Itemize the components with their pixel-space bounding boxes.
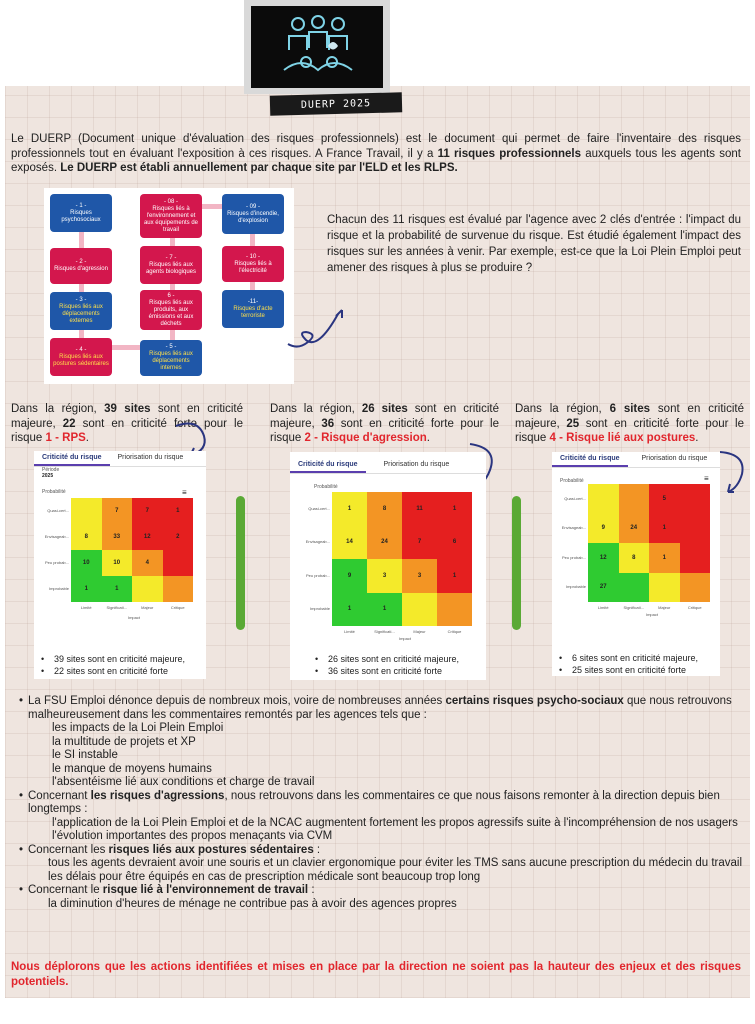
- column-label: Significati...: [374, 629, 395, 634]
- risk-box-8: - 08 - Risques liés à l'environnement et aux équipements de travail: [140, 194, 202, 238]
- list-item: la multitude de projets et XP: [52, 735, 196, 748]
- row-label: Improbable: [309, 606, 330, 612]
- matrix-cell: 6: [437, 526, 472, 560]
- team-logo: [251, 6, 383, 88]
- matrix-cell: 12: [588, 543, 619, 573]
- matrix-cell: 8: [619, 543, 650, 573]
- card-tabs: [552, 452, 720, 468]
- row-label: Quasi-cert...: [564, 495, 586, 501]
- column-label: Critique: [170, 605, 185, 610]
- matrix-cell: 1: [71, 576, 102, 602]
- row-label: Peu probab...: [305, 572, 330, 578]
- list-item: • Concernant les risques d'agressions, nous retrouvons dans les commentaires ce que nous faisons remonter à la direction depuis bien longtemps :: [19, 789, 720, 815]
- column-label: Limité: [80, 605, 92, 610]
- logo-frame: [244, 0, 390, 94]
- matrix-cell: 24: [367, 526, 402, 560]
- y-axis-label: Probabilité: [42, 489, 66, 495]
- list-item: les délais pour être équipés en cas de prescription médicale sont beaucoup trop long: [48, 870, 481, 883]
- period-label: Période: [42, 467, 60, 473]
- criticality-matrix: [71, 498, 193, 602]
- matrix-cell: 27: [588, 573, 619, 603]
- list-item: • 36 sites sont en criticité forte: [314, 665, 484, 677]
- menu-icon[interactable]: ≡: [182, 488, 187, 497]
- column-label: Majeur: [141, 605, 154, 610]
- intro-text-2: auxquels tous les agents sont exposés.: [11, 147, 741, 174]
- intro-bold-2: Le DUERP est établi annuellement par chaque site par l'ELD et les RLPS.: [60, 162, 458, 174]
- x-axis-label: Impact: [645, 612, 658, 617]
- matrix-cell: 3: [367, 559, 402, 593]
- divider: [236, 496, 245, 630]
- y-axis-label: Probabilité: [560, 478, 584, 484]
- matrix-cell: 1: [163, 498, 194, 524]
- matrix-cell: 1: [437, 559, 472, 593]
- list-item: • Concernant les risques liés aux postures sédentaires :: [19, 843, 321, 856]
- column-label: Significati...: [106, 605, 127, 610]
- period-value: 2025: [42, 473, 54, 479]
- row-label: Improbable: [48, 586, 69, 591]
- list-item: • 22 sites sont en criticité forte: [40, 665, 206, 677]
- matrix-cell: [680, 573, 711, 603]
- list-item: le SI instable: [52, 749, 118, 761]
- matrix-cell: [402, 593, 437, 627]
- region-text-3: Dans la région, 6 sites sont en criticité majeure, 25 sont en criticité forte pour le risque 4 - Risque lié aux postures.: [515, 403, 744, 444]
- column-label: Limité: [344, 629, 355, 634]
- matrix-cell: 11: [402, 492, 437, 526]
- row-label: Quasi-cert...: [308, 505, 330, 511]
- column-label: Critique: [687, 605, 702, 610]
- matrix-cell: 10: [71, 550, 102, 576]
- matrix-cell: 10: [102, 550, 133, 576]
- tab-priorisation[interactable]: Priorisation du risque: [641, 455, 708, 462]
- matrix-cell: 1: [437, 492, 472, 526]
- risk-box-6: 6 - Risques liés aux produits, aux émissions et aux déchets: [140, 290, 202, 330]
- list-item: • 6 sites sont en criticité majeure,: [558, 652, 720, 664]
- matrix-cell: [71, 498, 102, 524]
- risk-box-11: -11- Risques d'acte terroriste: [222, 290, 284, 328]
- card-tabs: [34, 451, 206, 467]
- matrix-cell: 1: [332, 593, 367, 627]
- matrix-cell: [649, 573, 680, 603]
- matrix-cell: [680, 484, 711, 514]
- criticality-matrix: [332, 492, 472, 626]
- risk-box-10: - 10 - Risques liés à l'électricité: [222, 246, 284, 282]
- tab-criticite[interactable]: Criticité du risque: [34, 451, 110, 466]
- risk-box-2: - 2 - Risques d'agression: [50, 248, 112, 284]
- list-item: le manque de moyens humains: [52, 762, 212, 775]
- card-tabs: [290, 452, 486, 474]
- region-text-2: Dans la région, 26 sites sont en criticité majeure, 36 sont en criticité forte pour le risque 2 - Risque d'agression.: [270, 403, 499, 444]
- main-bullet-list: [19, 695, 742, 911]
- row-label: Envisageab...: [305, 539, 330, 545]
- people-icon: [262, 10, 372, 84]
- matrix-cell: 4: [132, 550, 163, 576]
- bullet-list: [558, 652, 720, 676]
- row-label: Peu probab...: [561, 554, 586, 560]
- sub-list: [28, 898, 742, 912]
- menu-icon[interactable]: ≡: [704, 474, 709, 483]
- matrix-cell: 1: [367, 593, 402, 627]
- matrix-cell: 2: [163, 524, 194, 550]
- conclusion-text: Nous déplorons que les actions identifiées et mises en place par la direction ne soient pas la hauteur des enjeux et des risques potentiels.: [11, 961, 741, 988]
- row-label: Peu probab...: [44, 560, 69, 565]
- row-label: Quasi-cert...: [47, 508, 69, 513]
- region-text-1: Dans la région, 39 sites sont en criticité majeure, 22 sont en criticité forte pour le risque 1 - RPS.: [11, 403, 243, 444]
- sub-list: [28, 857, 742, 884]
- tab-priorisation[interactable]: Priorisation du risque: [383, 461, 450, 468]
- column-label: Limité: [597, 605, 609, 610]
- x-axis-label: Impact: [398, 636, 411, 641]
- x-axis-label: Impact: [127, 615, 140, 620]
- risk-box-4: - 4 - Risques liés aux postures sédentaires: [50, 338, 112, 376]
- list-item: tous les agents devraient avoir une souris et un clavier ergonomique pour éviter les TMS sans aucune prescription du médecin du travail: [48, 857, 742, 869]
- risk-box-7: - 7 - Risques liés aux agents biologiques: [140, 246, 202, 284]
- criticality-card-2: [290, 452, 486, 680]
- matrix-cell: 12: [132, 524, 163, 550]
- matrix-cell: 1: [332, 492, 367, 526]
- list-item: • 25 sites sont en criticité forte: [558, 664, 720, 676]
- matrix-cell: 9: [588, 514, 619, 544]
- matrix-cell: 33: [102, 524, 133, 550]
- matrix-cell: 7: [402, 526, 437, 560]
- side-explanation: Chacun des 11 risques est évalué par l'agence avec 2 clés d'entrée : l'impact du risque et la probabilité de survenue du risque. Est étudié également l'impact des risques sur les années à venir. Par exemple, est-ce que la Loi Plein Emploi peut amener des risques à plus se produire ?: [327, 214, 741, 274]
- risk-box-3: - 3 - Risques liés aux déplacements externes: [50, 292, 112, 330]
- list-item: • 26 sites sont en criticité majeure,: [314, 653, 484, 665]
- tab-criticite[interactable]: Criticité du risque: [290, 458, 366, 473]
- column-label: Significati...: [623, 605, 644, 610]
- tab-criticite[interactable]: Criticité du risque: [552, 452, 628, 467]
- column-label: Majeur: [658, 605, 671, 610]
- banner-title: DUERP 2025: [270, 92, 402, 115]
- matrix-cell: [619, 573, 650, 603]
- criticality-card-1: [34, 451, 206, 679]
- intro-paragraph: [11, 132, 741, 176]
- matrix-cell: 7: [102, 498, 133, 524]
- matrix-cell: [680, 514, 711, 544]
- matrix-cell: [132, 576, 163, 602]
- curly-arrow-icon: [284, 292, 354, 352]
- matrix-cell: [588, 484, 619, 514]
- y-axis-label: Probabilité: [314, 484, 338, 490]
- list-item: les impacts de la Loi Plein Emploi: [52, 722, 224, 734]
- bullet-list: [40, 653, 206, 677]
- matrix-cell: 8: [71, 524, 102, 550]
- sub-list: [28, 722, 742, 790]
- divider: [512, 496, 521, 630]
- curly-arrow-icon: [716, 448, 752, 496]
- list-item: l'application de la Loi Plein Emploi et de la NCAC augmentent fortement les propos agressifs suite à l'incompréhension de nos usagers: [52, 816, 738, 829]
- matrix-cell: [437, 593, 472, 627]
- list-item: • Concernant le risque lié à l'environnement de travail :: [19, 884, 315, 896]
- list-item: • 39 sites sont en criticité majeure,: [40, 653, 206, 665]
- matrix-cell: 5: [649, 484, 680, 514]
- list-item: l'absentéisme lié aux conditions et charge de travail: [52, 776, 315, 788]
- matrix-cell: [680, 543, 711, 573]
- bullet-list: [314, 653, 484, 677]
- matrix-cell: 8: [367, 492, 402, 526]
- intro-text-1: Le DUERP (Document unique d'évaluation des risques professionnels) est le document qui permet de faire l'inventaire des risques professionnels tout en évaluant l'exposition à ces risques. A France Travail, il y a: [11, 133, 741, 160]
- risk-box-1: - 1 - Risques psychosociaux: [50, 194, 112, 232]
- matrix-cell: 1: [649, 514, 680, 544]
- row-label: Envisageab...: [44, 534, 69, 539]
- row-label: Envisageab...: [561, 525, 586, 531]
- matrix-cell: 24: [619, 514, 650, 544]
- intro-bold-1: 11 risques professionnels: [437, 147, 582, 160]
- column-label: Majeur: [413, 629, 426, 634]
- matrix-cell: 9: [332, 559, 367, 593]
- matrix-cell: 1: [649, 543, 680, 573]
- tab-priorisation[interactable]: Priorisation du risque: [117, 454, 184, 461]
- matrix-cell: 1: [102, 576, 133, 602]
- column-label: Critique: [447, 629, 462, 634]
- matrix-cell: [619, 484, 650, 514]
- matrix-cell: [163, 576, 194, 602]
- risk-map: [44, 188, 294, 384]
- list-item: la diminution d'heures de ménage ne contribue pas à avoir des agences propres: [48, 897, 457, 910]
- risk-box-9: - 09 - Risques d'incendie, d'explosion: [222, 194, 284, 234]
- risk-box-5: - 5 - Risques liés aux déplacements internes: [140, 340, 202, 376]
- row-label: Improbable: [565, 584, 586, 590]
- matrix-cell: 14: [332, 526, 367, 560]
- matrix-cell: [163, 550, 194, 576]
- criticality-card-3: [552, 452, 720, 676]
- criticality-matrix: [588, 484, 710, 602]
- sub-list: [28, 817, 742, 844]
- matrix-cell: 7: [132, 498, 163, 524]
- list-item: l'évolution importantes des propos menaçants via CVM: [52, 830, 333, 842]
- list-item: • La FSU Emploi dénonce depuis de nombreux mois, voire de nombreuses années certains risques psycho-sociaux que nous retrouvons malheureusement dans les commentaires remontés par les agences tels que :: [19, 695, 732, 721]
- matrix-cell: 3: [402, 559, 437, 593]
